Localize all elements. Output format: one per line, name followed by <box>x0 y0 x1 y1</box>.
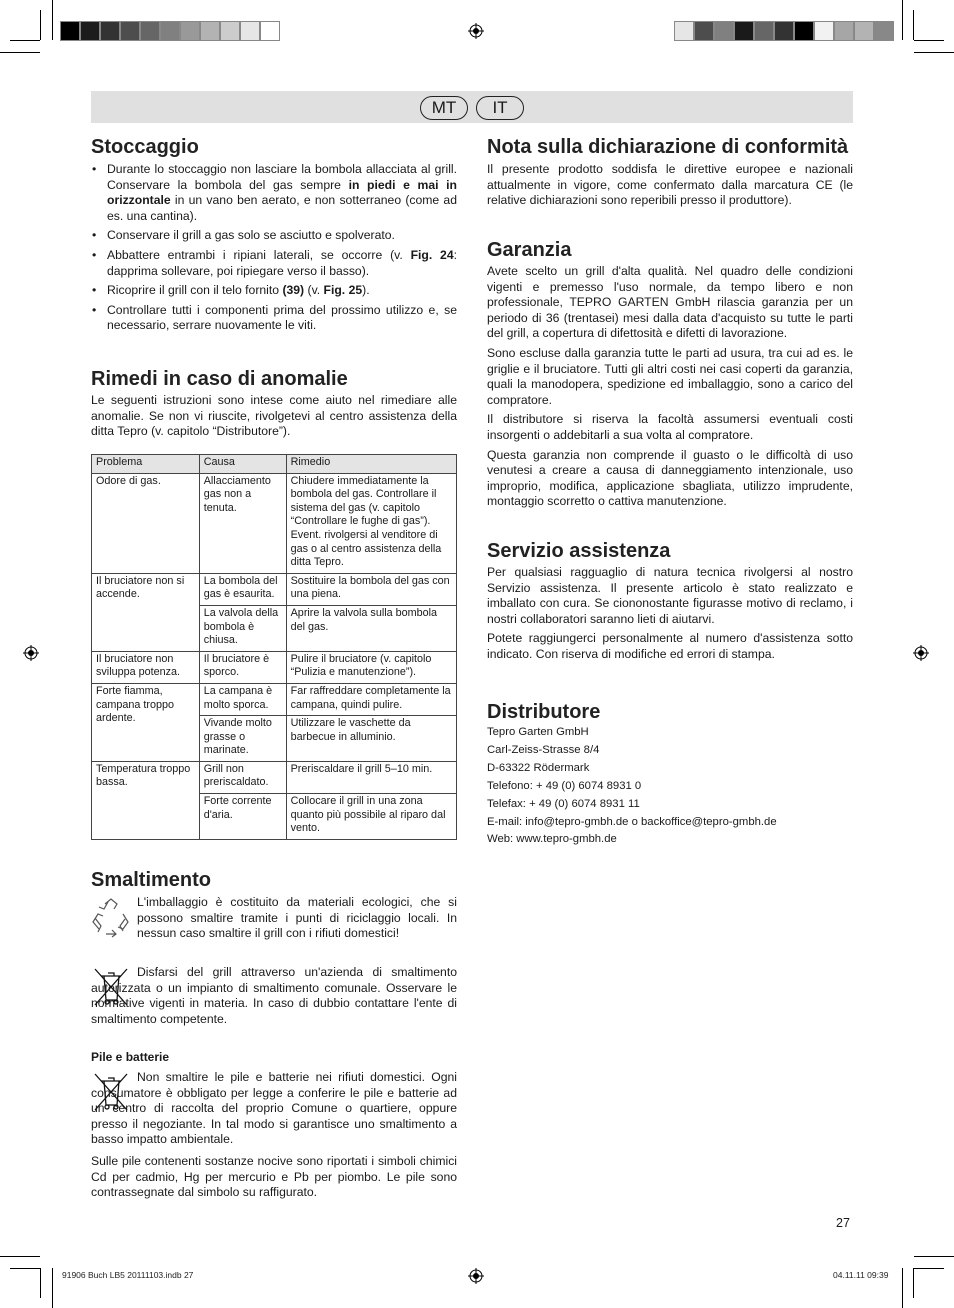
color-swatch <box>754 21 774 41</box>
registration-mark-icon <box>468 1268 484 1284</box>
language-tab-it[interactable]: IT <box>476 96 524 120</box>
crop-mark <box>914 52 954 53</box>
batteries-note: Sulle pile contenenti sostanze nocive sono riportati i simboli chimici Cd per cadmio, Hg per mercurio e Pb per piombo. Le pile sono contrassegnate dal simbolo su raffigurato. <box>91 1153 457 1200</box>
table-cell-remedy: Pulire il bruciatore (v. capitolo “Pulizia e manutenzione”). <box>286 651 456 683</box>
color-swatch <box>140 21 160 41</box>
distributor-address <box>487 724 777 849</box>
color-swatch <box>100 21 120 41</box>
crop-mark <box>40 10 41 40</box>
disposal-heading: Smaltimento <box>91 869 212 891</box>
distributor-line: D-63322 Rödermark <box>487 761 590 774</box>
distributor-web[interactable]: Web: www.tepro-gmbh.de <box>487 833 617 846</box>
table-cell-problem: Il bruciatore non si accende. <box>92 573 200 651</box>
disposal-packaging-text: L'imballaggio è costituito da materiali ecologici, che si possono smaltire tramite i punti di riciclaggio locali. In nessun caso smaltire il grill con i rifiuti domestici! <box>137 895 457 941</box>
warranty-heading: Garanzia <box>487 239 572 261</box>
warranty-paragraph: Sono escluse dalla garanzia tutte le parti ad usura, tra cui ad es. le griglie e il bruciatore. Tutti gli altri costi nei casi coperti da garanzia, quali la manodopera, spedizione ed imballaggio, sono a carico del compratore. <box>487 345 853 407</box>
crop-mark <box>913 1268 914 1298</box>
remedies-intro-text: Le seguenti istruzioni sono intese come aiuto nel rimediare alle anomalie. Se non vi riuscite, rivolgetevi al centro assistenza della ditta Tepro (v. capitolo “Distributore”). <box>91 393 457 439</box>
registration-mark-icon <box>468 23 484 39</box>
color-swatch <box>874 21 894 41</box>
warranty-section <box>487 264 853 514</box>
distributor-heading: Distributore <box>487 701 601 723</box>
distributor-phone: Telefono: + 49 (0) 6074 8931 0 <box>487 779 642 792</box>
table-row <box>92 683 457 715</box>
storage-list-item: • Ricoprire il grill con il telo fornito (39) (v. Fig. 25). <box>91 283 457 299</box>
table-cell-remedy: Aprire la valvola sulla bombola del gas. <box>286 605 456 651</box>
crop-mark <box>10 1268 40 1269</box>
language-header-band <box>91 91 853 123</box>
table-cell-cause: La valvola della bombola è chiusa. <box>199 605 286 651</box>
table-cell-remedy: Chiudere immediatamente la bombola del gas. Controllare il sistema del gas (v. capitolo “Controllare le fughe di gas”). Event. rivolgersi al venditore di gas o al centro assistenza della ditta Tepro. <box>286 473 456 573</box>
storage-list-item: • Conservare il grill a gas solo se asciutto e spolverato. <box>91 228 457 244</box>
color-swatch <box>260 21 280 41</box>
storage-section <box>91 162 457 338</box>
table-cell-cause: La campana è molto sporca. <box>199 683 286 715</box>
registration-mark-icon <box>913 645 929 661</box>
crop-mark <box>0 1256 40 1257</box>
table-cell-cause: La bombola del gas è esaurita. <box>199 573 286 605</box>
warranty-paragraph: Avete scelto un grill d'alta qualità. Nel quadro delle condizioni vigenti e premesso l'uso normale, da tempo libero e non professionale, TEPRO GARTEN GmbH rilascia garanzia per un periodo di 36 (trentasei) mesi dalla data d'acquisto su tutte le parti del grill, a copertura di difettosità e difetti di lavorazione. <box>487 264 853 341</box>
footer-file-info: 91906 Buch LB5 20111103.indb 27 <box>62 1270 194 1280</box>
color-swatch <box>734 21 754 41</box>
color-swatch <box>674 21 694 41</box>
crop-mark <box>914 1268 944 1269</box>
disposal-grill-text: Disfarsi del grill attraverso un'azienda di smaltimento autorizzata o un impianto di smaltimento comunale. Osservare le normative vigenti in materia. In caso di dubbio contattare l'ente di smaltimento competente. <box>91 965 457 1026</box>
color-swatch <box>774 21 794 41</box>
table-row <box>92 651 457 683</box>
color-swatch <box>80 21 100 41</box>
registration-mark-icon <box>23 645 39 661</box>
crop-mark <box>10 40 40 41</box>
table-cell-remedy: Preriscaldare il grill 5–10 min. <box>286 761 456 793</box>
table-cell-problem: Odore di gas. <box>92 473 200 573</box>
table-cell-cause: Forte corrente d'aria. <box>199 794 286 840</box>
color-swatch <box>60 21 80 41</box>
storage-list-item: • Durante lo stoccaggio non lasciare la bombola allacciata al grill. Conservare la bombola del gas sempre in piedi e mai in orizzontale in un vano ben aerato, e non sotterraneo (come ad es. una cantina). <box>91 162 457 224</box>
crop-mark <box>913 10 914 40</box>
crop-mark <box>40 1268 41 1298</box>
storage-list-item: • Abbattere entrambi i ripiani laterali, se occorre (v. Fig. 24: dapprima sollevare, poi ripiegare verso il basso). <box>91 248 457 279</box>
remedy-table <box>91 454 457 840</box>
table-cell-cause: Allacciamento gas non a tenuta. <box>199 473 286 573</box>
table-cell-remedy: Sostituire la bombola del gas con una piena. <box>286 573 456 605</box>
table-cell-problem: Temperatura troppo bassa. <box>92 761 200 839</box>
storage-heading: Stoccaggio <box>91 136 199 158</box>
table-header-problem: Problema <box>92 455 200 474</box>
service-paragraph: Per qualsiasi ragguaglio di natura tecnica rivolgersi al nostro Servizio assistenza. Il presente articolo è stato realizzato e imballato con cura. Se ciononostante figurasse motivo di reclamo, i nostri collaboratori saranno lieti di aiutarvi. <box>487 565 853 626</box>
table-cell-cause: Vivande molto grasse o marinate. <box>199 716 286 762</box>
crop-mark <box>902 1268 903 1308</box>
warranty-paragraph: Questa garanzia non comprende il guasto o le difficoltà di uso venutesi a creare a causa di danneggiamento intenzionale, uso improprio, modifica, applicazione sbagliata, utilizzo imprudente, montaggio scorretto o cattiva manutenzione. <box>487 447 853 509</box>
color-swatch <box>834 21 854 41</box>
remedies-intro <box>91 393 457 444</box>
crop-mark <box>914 1256 954 1257</box>
crop-mark <box>52 1268 53 1308</box>
crop-mark <box>914 40 944 41</box>
crop-mark <box>902 0 903 40</box>
distributor-fax: Telefax: + 49 (0) 6074 8931 11 <box>487 797 640 810</box>
page-number: 27 <box>836 1216 850 1230</box>
color-swatch <box>854 21 874 41</box>
storage-list <box>91 162 457 334</box>
color-swatch <box>160 21 180 41</box>
table-cell-problem: Forte fiamma, campana troppo ardente. <box>92 683 200 761</box>
service-paragraph: Potete raggiungerci personalmente al numero d'assistenza sotto indicato. Con riserva di modifiche ed errori di stampa. <box>487 631 853 661</box>
crop-mark <box>52 0 53 40</box>
remedies-heading: Rimedi in caso di anomalie <box>91 368 348 390</box>
footer-date: 04.11.11 09:39 <box>833 1270 889 1280</box>
batteries-text: Non smaltire le pile e batterie nei rifiuti domestici. Ogni consumatore è obbligato per legge a conferire le pile e batterie ad un centro di raccolta del proprio Comune o quartiere, oppure presso il negoziante. In tal modo si garantisce uno smaltimento a basso impatto ambientale. <box>91 1070 457 1147</box>
conformity-text: Il presente prodotto soddisfa le direttive europee e nazionali attualmente in vigore, come confermato dalla marcatura CE (le relative dichiarazioni sono reperibili presso il produttore). <box>487 162 853 208</box>
color-swatch <box>200 21 220 41</box>
warranty-paragraph: Il distributore si riserva la facoltà assumersi eventuali costi insorgenti o addebitarli a sua volta al compratore. <box>487 412 853 442</box>
color-swatch <box>814 21 834 41</box>
color-swatch <box>220 21 240 41</box>
service-heading: Servizio assistenza <box>487 540 671 562</box>
batteries-section <box>91 1070 457 1205</box>
recycle-icon <box>90 896 132 938</box>
table-cell-remedy: Far raffreddare completamente la campana, quindi pulire. <box>286 683 456 715</box>
table-cell-problem: Il bruciatore non sviluppa potenza. <box>92 651 200 683</box>
table-cell-cause: Il bruciatore è sporco. <box>199 651 286 683</box>
distributor-line: Tepro Garten GmbH <box>487 726 589 738</box>
storage-list-item: • Controllare tutti i componenti prima del prossimo utilizzo e, se necessario, serrare nuovamente le viti. <box>91 303 457 334</box>
color-swatch <box>180 21 200 41</box>
conformity-heading: Nota sulla dichiarazione di conformità <box>487 136 849 158</box>
distributor-email[interactable]: E-mail: info@tepro-gmbh.de o backoffice@tepro-gmbh.de <box>487 815 777 828</box>
color-swatch <box>694 21 714 41</box>
table-cell-remedy: Collocare il grill in una zona quanto più possibile al riparo dal vento. <box>286 794 456 840</box>
table-header-remedy: Rimedio <box>286 455 456 474</box>
table-row <box>92 473 457 573</box>
table-row <box>92 573 457 605</box>
color-swatch <box>240 21 260 41</box>
color-swatch <box>714 21 734 41</box>
table-header-cause: Causa <box>199 455 286 474</box>
table-cell-remedy: Utilizzare le vaschette da barbecue in alluminio. <box>286 716 456 762</box>
table-cell-cause: Grill non preriscaldato. <box>199 761 286 793</box>
crop-mark <box>0 52 40 53</box>
table-row <box>92 761 457 793</box>
distributor-line: Carl-Zeiss-Strasse 8/4 <box>487 743 600 756</box>
color-swatch <box>120 21 140 41</box>
batteries-heading: Pile e batterie <box>91 1050 170 1064</box>
language-tab-mt[interactable]: MT <box>420 96 468 120</box>
service-section <box>487 565 853 667</box>
color-swatch <box>794 21 814 41</box>
